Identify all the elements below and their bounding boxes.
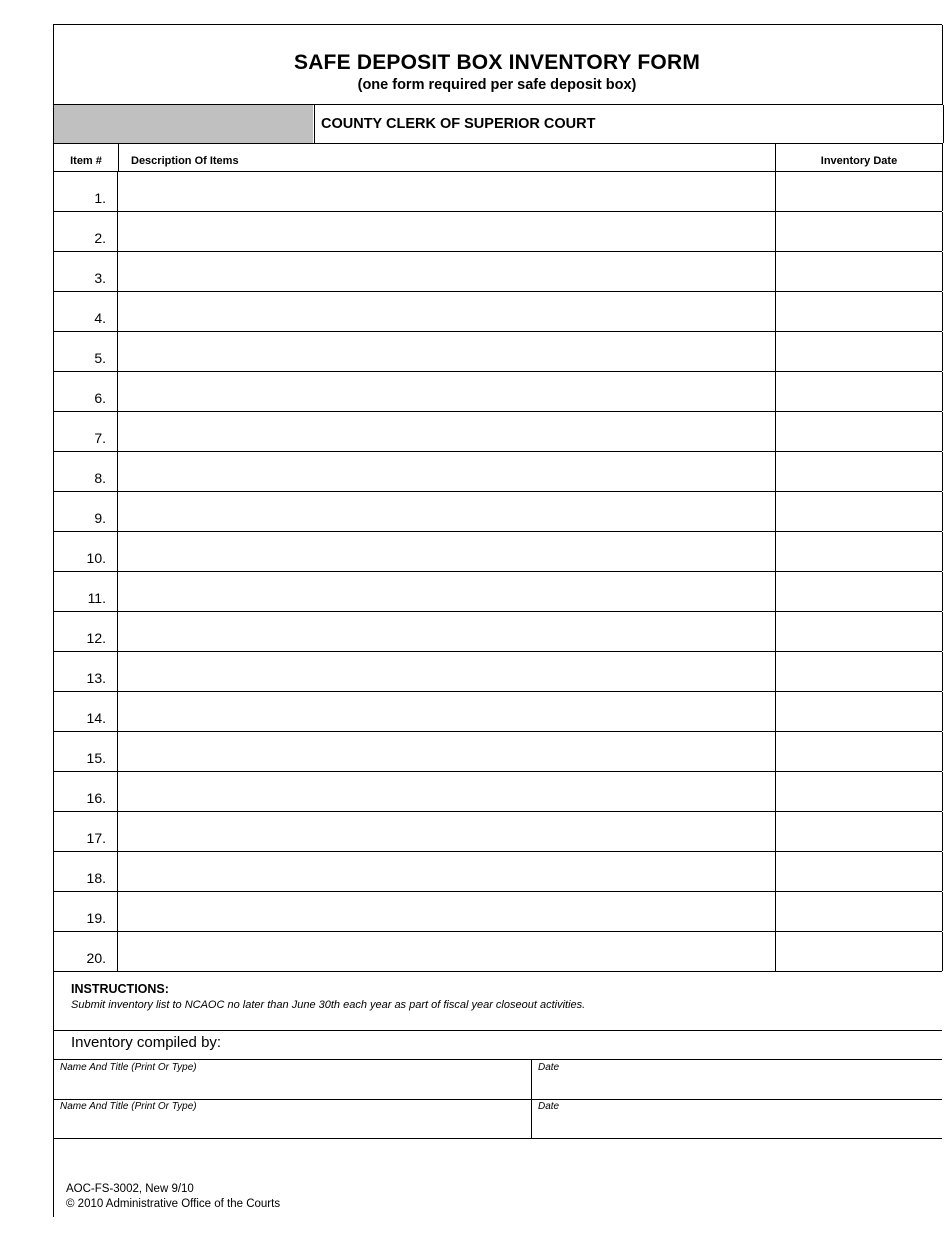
description-field[interactable] [119,932,775,971]
item-number: 5. [54,332,118,371]
description-field[interactable] [119,892,775,931]
description-field[interactable] [119,252,775,291]
item-number: 11. [54,572,118,611]
table-row [54,252,942,292]
table-row [54,812,942,852]
description-field[interactable] [119,172,775,211]
table-row [54,852,942,892]
item-number: 6. [54,372,118,411]
inventory-date-field[interactable] [775,452,943,491]
table-row [54,532,942,572]
item-number: 15. [54,732,118,771]
item-number: 2. [54,212,118,251]
table-row [54,612,942,652]
inventory-date-field[interactable] [775,492,943,531]
date-field[interactable] [532,1060,942,1099]
description-field[interactable] [119,452,775,491]
inventory-date-field[interactable] [775,212,943,251]
form-footer [66,1182,280,1212]
description-field[interactable] [119,572,775,611]
inventory-date-field[interactable] [775,772,943,811]
compiled-by-section [54,1031,942,1060]
column-header-item: Item # [54,143,119,172]
instructions-title: INSTRUCTIONS: [71,982,169,996]
column-header-description: Description Of Items [119,143,775,171]
description-field[interactable] [119,692,775,731]
shaded-field [54,105,313,144]
item-number: 1. [54,172,118,211]
date-label: Date [538,1062,560,1073]
description-field[interactable] [119,292,775,331]
description-field[interactable] [119,532,775,571]
table-row [54,572,942,612]
inventory-date-field[interactable] [775,852,943,891]
table-row [54,772,942,812]
item-number: 8. [54,452,118,491]
description-field[interactable] [119,772,775,811]
table-row [54,492,942,532]
item-number: 20. [54,932,118,971]
signature-row [54,1099,942,1139]
inventory-date-field[interactable] [775,612,943,651]
instructions-section [54,971,942,1031]
description-field[interactable] [119,812,775,851]
item-number: 17. [54,812,118,851]
inventory-date-field[interactable] [775,652,943,691]
inventory-date-field[interactable] [775,532,943,571]
inventory-date-field[interactable] [775,292,943,331]
inventory-date-field[interactable] [775,572,943,611]
county-field[interactable] [314,105,944,143]
inventory-date-field[interactable] [775,332,943,371]
item-number: 9. [54,492,118,531]
item-number: 18. [54,852,118,891]
item-number: 7. [54,412,118,451]
compiled-by-label: Inventory compiled by: [71,1034,222,1051]
description-field[interactable] [119,732,775,771]
table-row [54,732,942,772]
table-row [54,372,942,412]
table-row [54,452,942,492]
table-row [54,212,942,252]
name-title-label: Name And Title (Print Or Type) [60,1101,197,1112]
item-number: 16. [54,772,118,811]
item-number: 14. [54,692,118,731]
table-header [54,143,942,172]
county-label: COUNTY CLERK OF SUPERIOR COURT [321,116,596,132]
name-title-field[interactable] [54,1060,532,1099]
form-header [54,25,943,105]
table-row [54,652,942,692]
description-field[interactable] [119,332,775,371]
table-row [54,172,942,212]
inventory-date-field[interactable] [775,932,943,971]
item-number: 12. [54,612,118,651]
description-field[interactable] [119,852,775,891]
table-body [54,172,942,972]
inventory-date-field[interactable] [775,892,943,931]
date-field[interactable] [532,1099,942,1138]
inventory-date-field[interactable] [775,412,943,451]
item-number: 13. [54,652,118,691]
table-row [54,932,942,972]
table-row [54,412,942,452]
form-id: AOC-FS-3002, New 9/10 [66,1183,194,1195]
description-field[interactable] [119,652,775,691]
name-title-label: Name And Title (Print Or Type) [60,1062,197,1073]
copyright-notice: © 2010 Administrative Office of the Courts [66,1198,281,1210]
name-title-field[interactable] [54,1099,532,1138]
description-field[interactable] [119,412,775,451]
item-number: 19. [54,892,118,931]
signature-row [54,1060,942,1100]
instructions-text: Submit inventory list to NCAOC no later than June 30th each year as part of fiscal year closeout activities. [71,999,586,1011]
inventory-date-field[interactable] [775,252,943,291]
table-row [54,292,942,332]
table-row [54,332,942,372]
column-header-date: Inventory Date [775,143,943,172]
item-number: 4. [54,292,118,331]
inventory-date-field[interactable] [775,812,943,851]
inventory-date-field[interactable] [775,372,943,411]
description-field[interactable] [119,212,775,251]
description-field[interactable] [119,612,775,651]
form-subtitle: (one form required per safe deposit box) [357,77,637,93]
item-number: 10. [54,532,118,571]
description-field[interactable] [119,492,775,531]
inventory-date-field[interactable] [775,732,943,771]
description-field[interactable] [119,372,775,411]
form-title: SAFE DEPOSIT BOX INVENTORY FORM [293,51,701,74]
inventory-form [53,24,942,1217]
inventory-date-field[interactable] [775,692,943,731]
table-row [54,692,942,732]
item-number: 3. [54,252,118,291]
table-row [54,892,942,932]
inventory-date-field[interactable] [775,172,943,211]
date-label: Date [538,1101,560,1112]
